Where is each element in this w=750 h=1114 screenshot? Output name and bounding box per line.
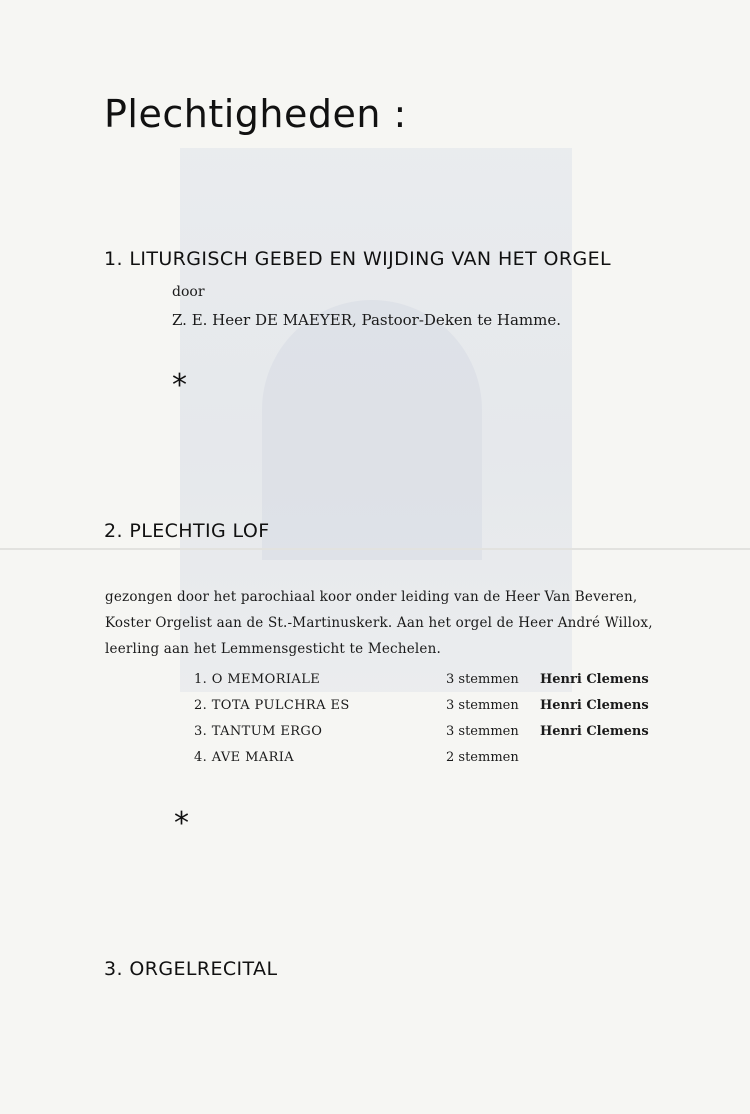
list-item bbox=[194, 724, 654, 750]
section-1-heading: 1. LITURGISCH GEBED EN WIJDING VAN HET ORGEL bbox=[104, 248, 611, 270]
piece-composer: Henri Clemens bbox=[540, 698, 649, 713]
list-item bbox=[194, 750, 654, 776]
list-item bbox=[194, 672, 654, 698]
reverse-side-organ-image bbox=[262, 300, 482, 560]
piece-voices: 3 stemmen bbox=[446, 698, 519, 713]
section-1-person: Z. E. Heer DE MAEYER, Pastoor-Deken te Hamme. bbox=[172, 311, 561, 329]
page-title: Plechtigheden : bbox=[104, 92, 407, 136]
piece-voices: 3 stemmen bbox=[446, 724, 519, 739]
paper-fold-line bbox=[0, 548, 750, 550]
description-line: gezongen door het parochiaal koor onder leiding van de Heer Van Beveren, bbox=[105, 589, 638, 605]
piece-composer: Henri Clemens bbox=[540, 724, 649, 739]
piece-title: 3. TANTUM ERGO bbox=[194, 724, 323, 739]
piece-composer: Henri Clemens bbox=[540, 672, 649, 687]
description-line: Koster Orgelist aan de St.-Martinuskerk. Aan het orgel de Heer André Willox, bbox=[105, 615, 653, 631]
section-1-by: door bbox=[172, 284, 205, 300]
section-2-heading: 2. PLECHTIG LOF bbox=[104, 520, 270, 542]
section-3-heading: 3. ORGELRECITAL bbox=[104, 958, 278, 980]
section-2-description bbox=[105, 584, 665, 662]
separator-star-2: * bbox=[174, 806, 189, 841]
list-item bbox=[194, 698, 654, 724]
description-line: leerling aan het Lemmensgesticht te Mechelen. bbox=[105, 641, 441, 657]
separator-star-1: * bbox=[172, 368, 187, 403]
piece-title: 1. O MEMORIALE bbox=[194, 672, 321, 687]
piece-voices: 2 stemmen bbox=[446, 750, 519, 765]
piece-title: 4. AVE MARIA bbox=[194, 750, 295, 765]
piece-voices: 3 stemmen bbox=[446, 672, 519, 687]
program-pieces-list bbox=[194, 672, 654, 776]
piece-title: 2. TOTA PULCHRA ES bbox=[194, 698, 350, 713]
